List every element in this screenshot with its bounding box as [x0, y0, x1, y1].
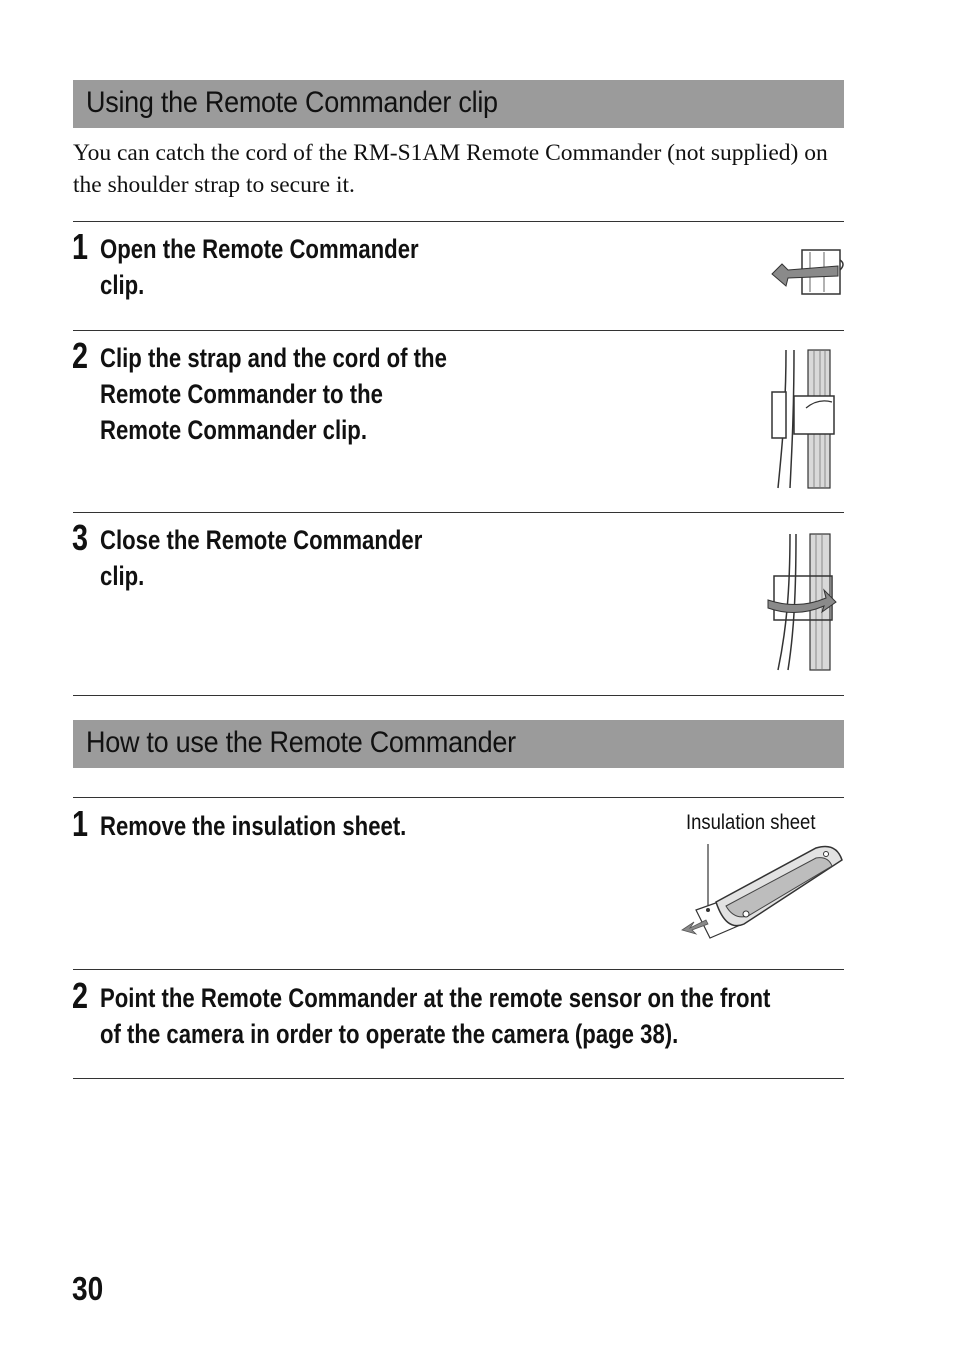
insulation-sheet-label: Insulation sheet: [686, 811, 816, 834]
divider: [73, 512, 844, 513]
step-number: 2: [72, 975, 89, 1016]
divider: [73, 797, 844, 798]
remote-commander-illustration: [676, 840, 846, 944]
divider: [73, 221, 844, 222]
clip-strap-illustration: [764, 348, 844, 490]
step-number: 1: [72, 226, 89, 267]
step-text: Open the Remote Commander clip.: [100, 234, 419, 300]
section-title: Using the Remote Commander clip: [86, 86, 498, 119]
divider: [73, 330, 844, 331]
section-title: How to use the Remote Commander: [86, 726, 516, 759]
step-number: 3: [72, 517, 89, 558]
clip-close-illustration: [764, 532, 844, 672]
page-number: 30: [72, 1270, 104, 1307]
step-text: Point the Remote Commander at the remote sensor on the front of the camera in order to operate the camera (page 38).: [100, 983, 771, 1049]
divider: [73, 969, 844, 970]
intro-paragraph: You can catch the cord of the RM-S1AM Remote Commander (not supplied) on the shoulder strap to secure it.: [73, 140, 828, 198]
divider: [73, 695, 844, 696]
section-header-clip: [73, 80, 844, 128]
step-number: 1: [72, 803, 89, 844]
step-text: Remove the insulation sheet.: [100, 811, 407, 841]
step-number: 2: [72, 335, 89, 376]
step-text: Clip the strap and the cord of the Remote Commander to the Remote Commander clip.: [100, 343, 447, 445]
divider: [73, 1078, 844, 1079]
section-header-remote: [73, 720, 844, 768]
step-text: Close the Remote Commander clip.: [100, 525, 423, 591]
clip-open-illustration: [768, 244, 848, 300]
